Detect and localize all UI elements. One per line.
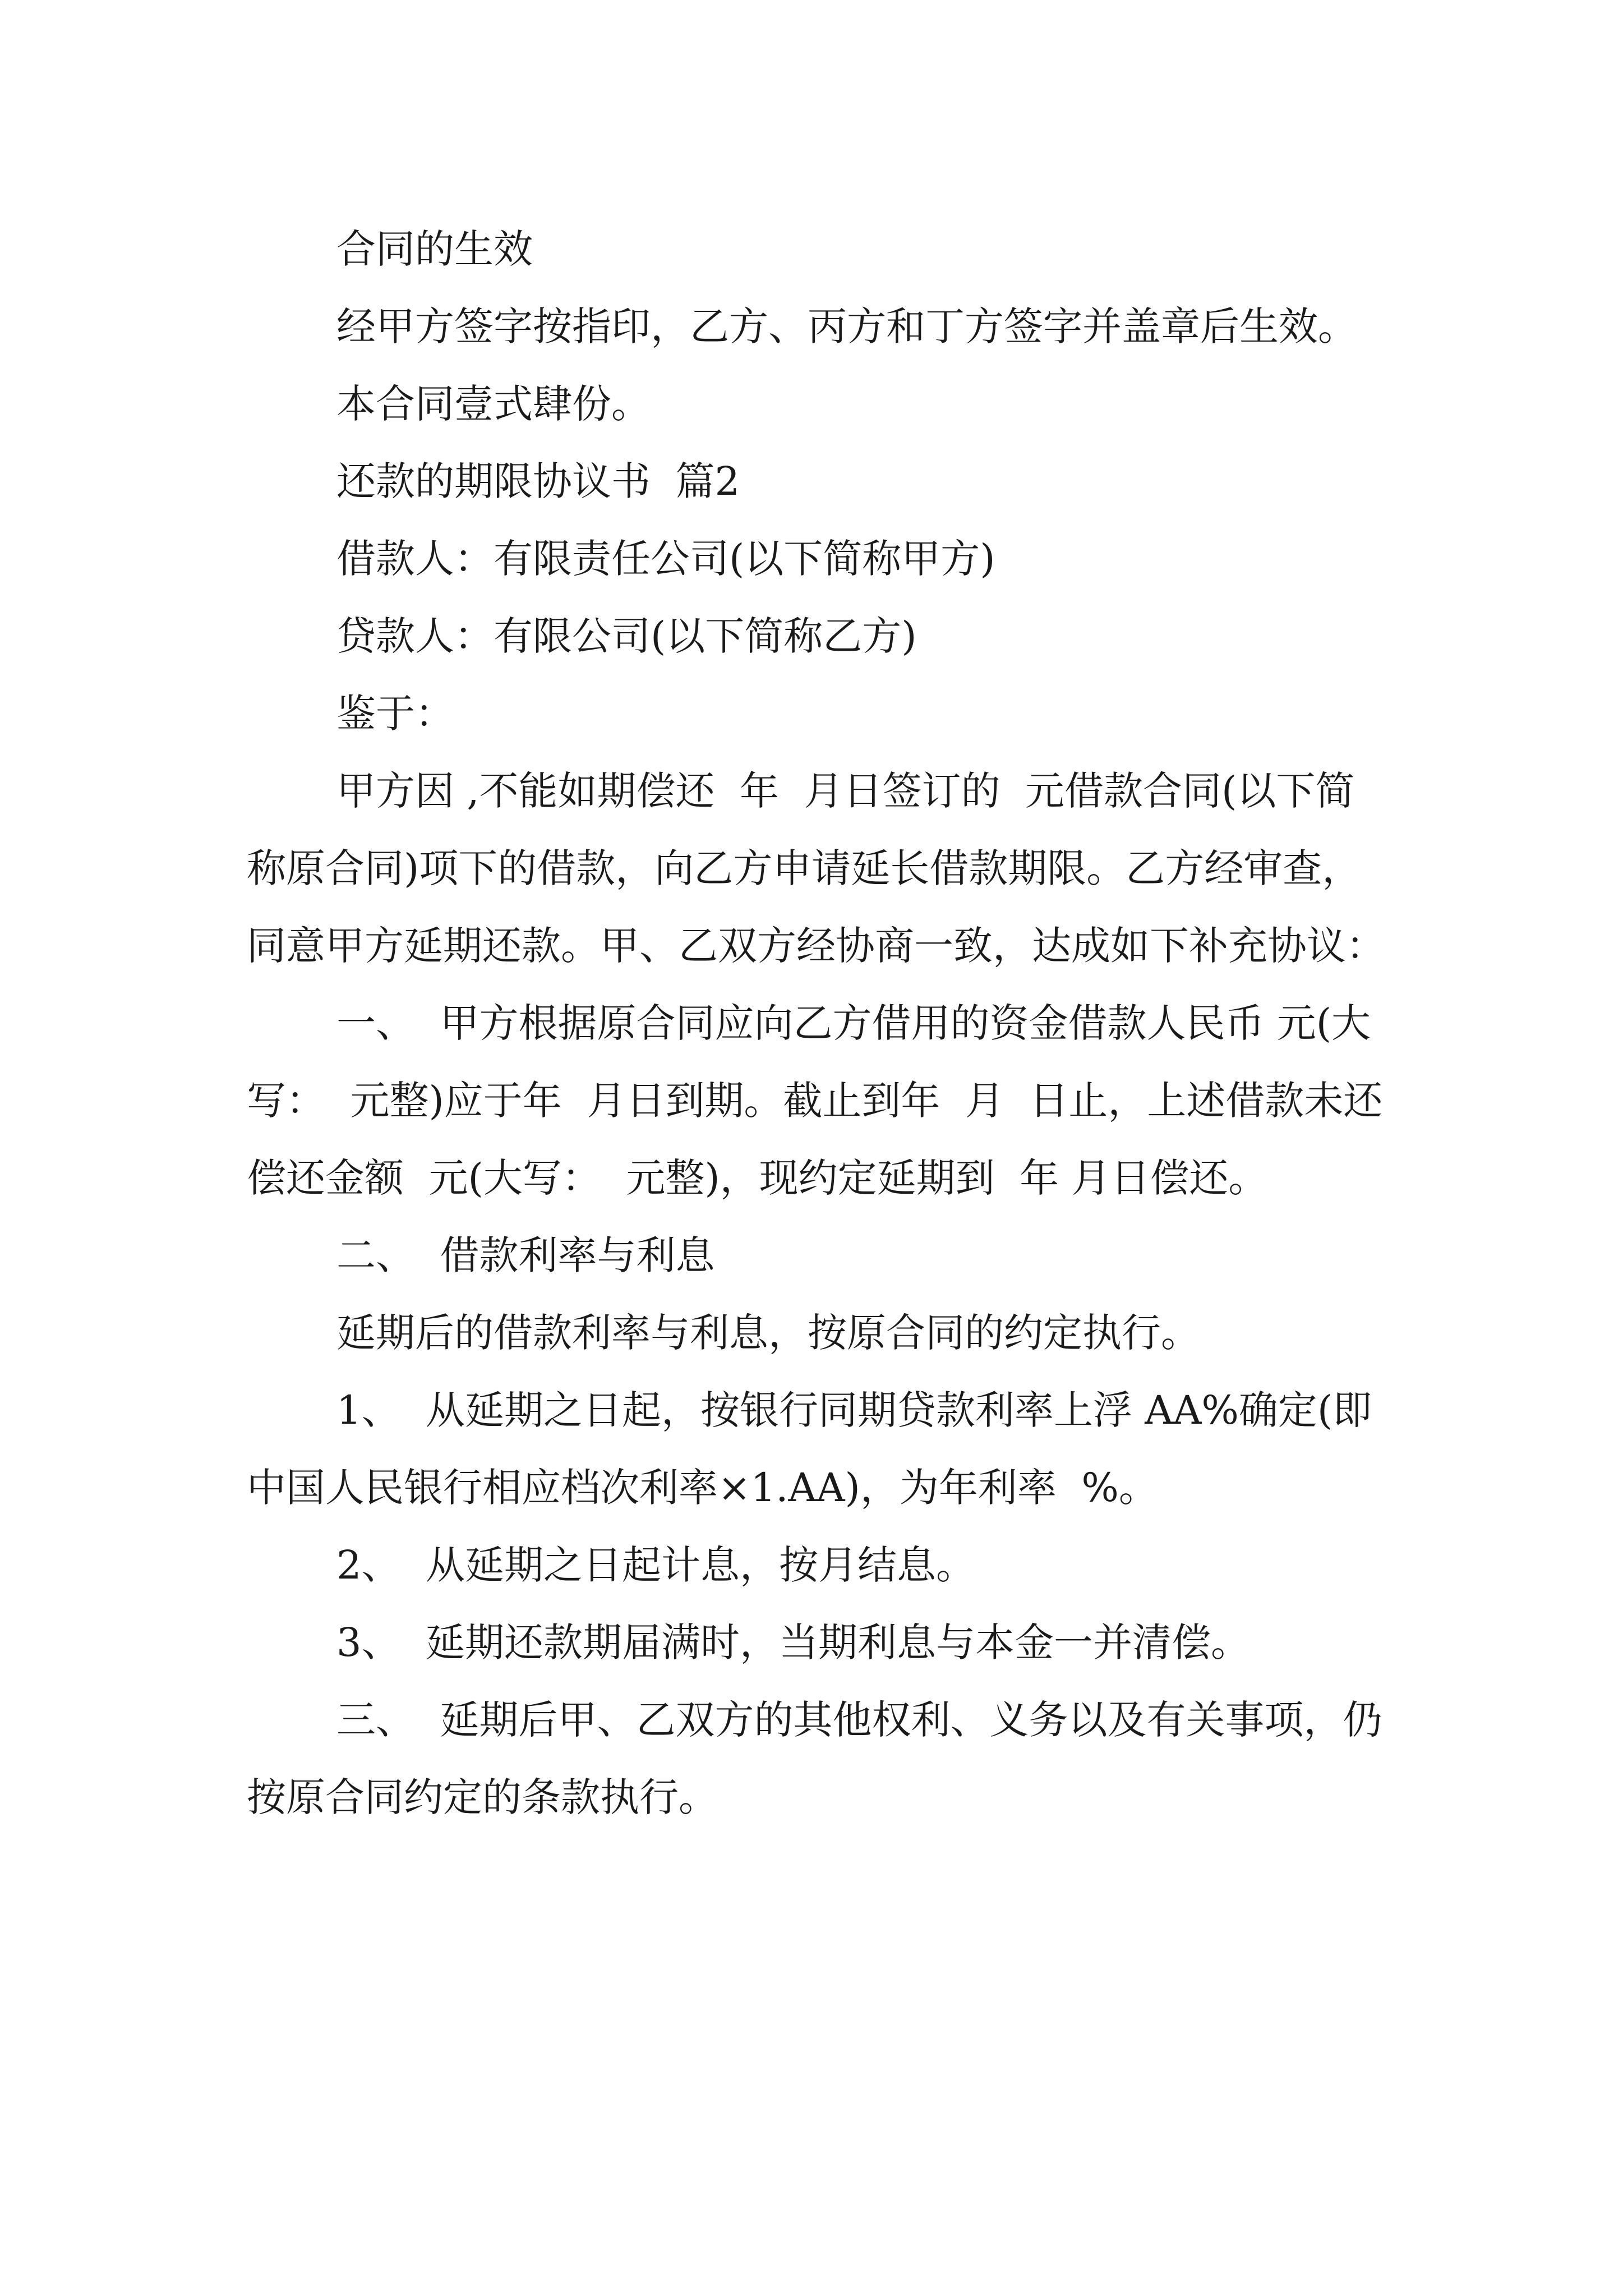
clause-2-heading: 二、 借款利率与利息 <box>336 1232 715 1278</box>
document-page <box>247 210 1388 1836</box>
clause-2-item-1: 1、 从延期之日起，按银行同期贷款利率上浮 AA%确定(即中国人民银行相应档次利率×1.AA)，为年利率 %。 <box>247 1387 1372 1511</box>
paragraph-background: 甲方因 ,不能如期偿还 年 月日签订的 元借款合同(以下简称原合同)项下的借款，向乙方申请延长借款期限。乙方经审查，同意甲方延期还款。甲、乙双方经协商一致，达成如下补充协议： <box>247 768 1385 969</box>
paragraph-effectiveness-heading: 合同的生效 <box>336 226 533 272</box>
clause-2-item-3: 3、 延期还款期届满时，当期利息与本金一并清偿。 <box>336 1619 1251 1665</box>
clause-3: 三、 延期后甲、乙双方的其他权利、义务以及有关事项，仍按原合同约定的条款执行。 <box>247 1697 1382 1820</box>
clause-1: 一、 甲方根据原合同应向乙方借用的资金借款人民币 元(大写： 元整)应于年 月日到期。截止到年 月 日止，上述借款未还偿还金额 元(大写： 元整)，现约定延期到 年 月日偿还。 <box>247 1000 1383 1201</box>
clause-2-text: 延期后的借款利率与利息，按原合同的约定执行。 <box>336 1310 1200 1356</box>
paragraph-whereas: 鉴于： <box>336 691 454 737</box>
clause-2-item-2: 2、 从延期之日起计息，按月结息。 <box>336 1542 976 1588</box>
paragraph-borrower: 借款人：有限责任公司(以下简称甲方) <box>336 536 995 582</box>
paragraph-effectiveness-text: 经甲方签字按指印，乙方、丙方和丁方签字并盖章后生效。 <box>336 303 1357 349</box>
paragraph-lender: 贷款人：有限公司(以下简称乙方) <box>336 613 917 659</box>
paragraph-copies: 本合同壹式肆份。 <box>336 381 651 427</box>
section-title: 还款的期限协议书 篇2 <box>336 458 740 504</box>
